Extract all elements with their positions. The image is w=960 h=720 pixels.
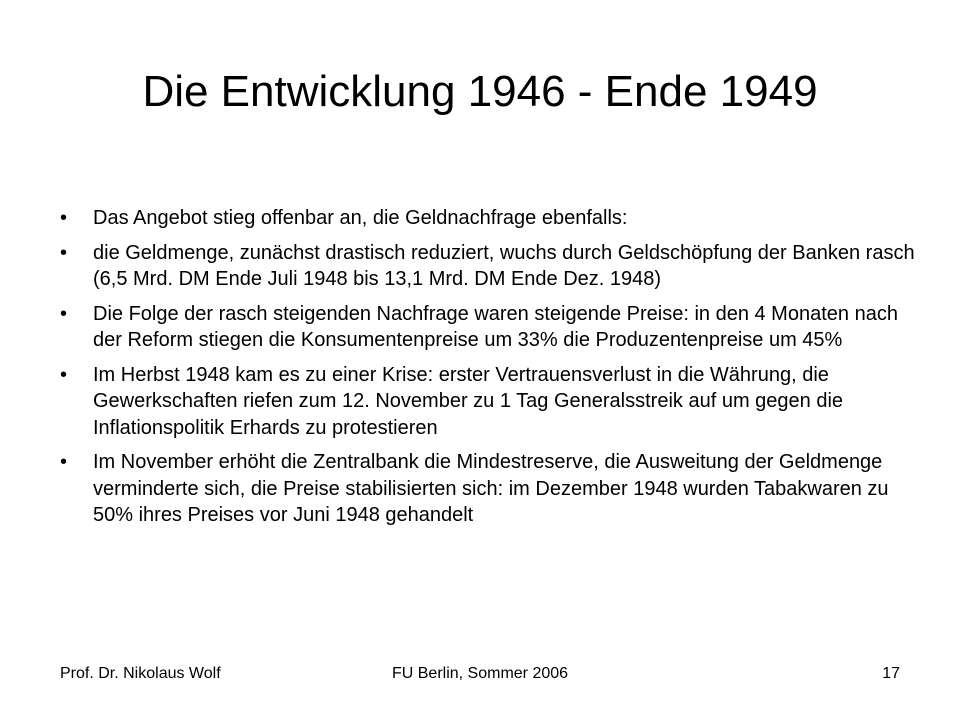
bullet-icon: • — [60, 451, 68, 473]
bullet-item — [60, 240, 920, 293]
bullet-list — [60, 205, 920, 537]
bullet-item — [60, 449, 920, 529]
bullet-text: Im Herbst 1948 kam es zu einer Krise: erster Vertrauensverlust in die Währung, die Gewerkschaften riefen zum 12. November zu 1 Tag Generalsstreik auf um gegen die Inflationspolitik Erhards zu protestieren — [93, 363, 844, 439]
bullet-text: Im November erhöht die Zentralbank die Mindestreserve, die Ausweitung der Geldmenge verminderte sich, die Preise stabilisierten sich: im Dezember 1948 wurden Tabakwaren zu 50% ihres Preises vor Juni 1948 gehandelt — [93, 451, 889, 526]
slide-title: Die Entwicklung 1946 - Ende 1949 — [142, 67, 818, 116]
bullet-icon: • — [60, 241, 68, 264]
footer-author: Prof. Dr. Nikolaus Wolf — [60, 665, 221, 682]
footer-course: FU Berlin, Sommer 2006 — [391, 665, 569, 682]
bullet-icon: • — [60, 363, 68, 386]
footer-page-number: 17 — [882, 665, 900, 682]
bullet-text: Das Angebot stieg offenbar an, die Geldnachfrage ebenfalls: — [93, 207, 628, 229]
bullet-item — [60, 362, 920, 442]
bullet-item — [60, 301, 920, 354]
bullet-icon: • — [60, 207, 68, 229]
bullet-item — [60, 205, 920, 232]
bullet-text: Die Folge der rasch steigenden Nachfrage waren steigende Preise: in den 4 Monaten nach der Reform stiegen die Konsumentenpreise um 33% die Produzentenpreise um 45% — [93, 302, 898, 351]
bullet-text: die Geldmenge, zunächst drastisch reduziert, wuchs durch Geldschöpfung der Banken rasch (6,5 Mrd. DM Ende Juli 1948 bis 13,1 Mrd. DM Ende Dez. 1948) — [93, 241, 915, 290]
bullet-icon: • — [60, 302, 68, 325]
